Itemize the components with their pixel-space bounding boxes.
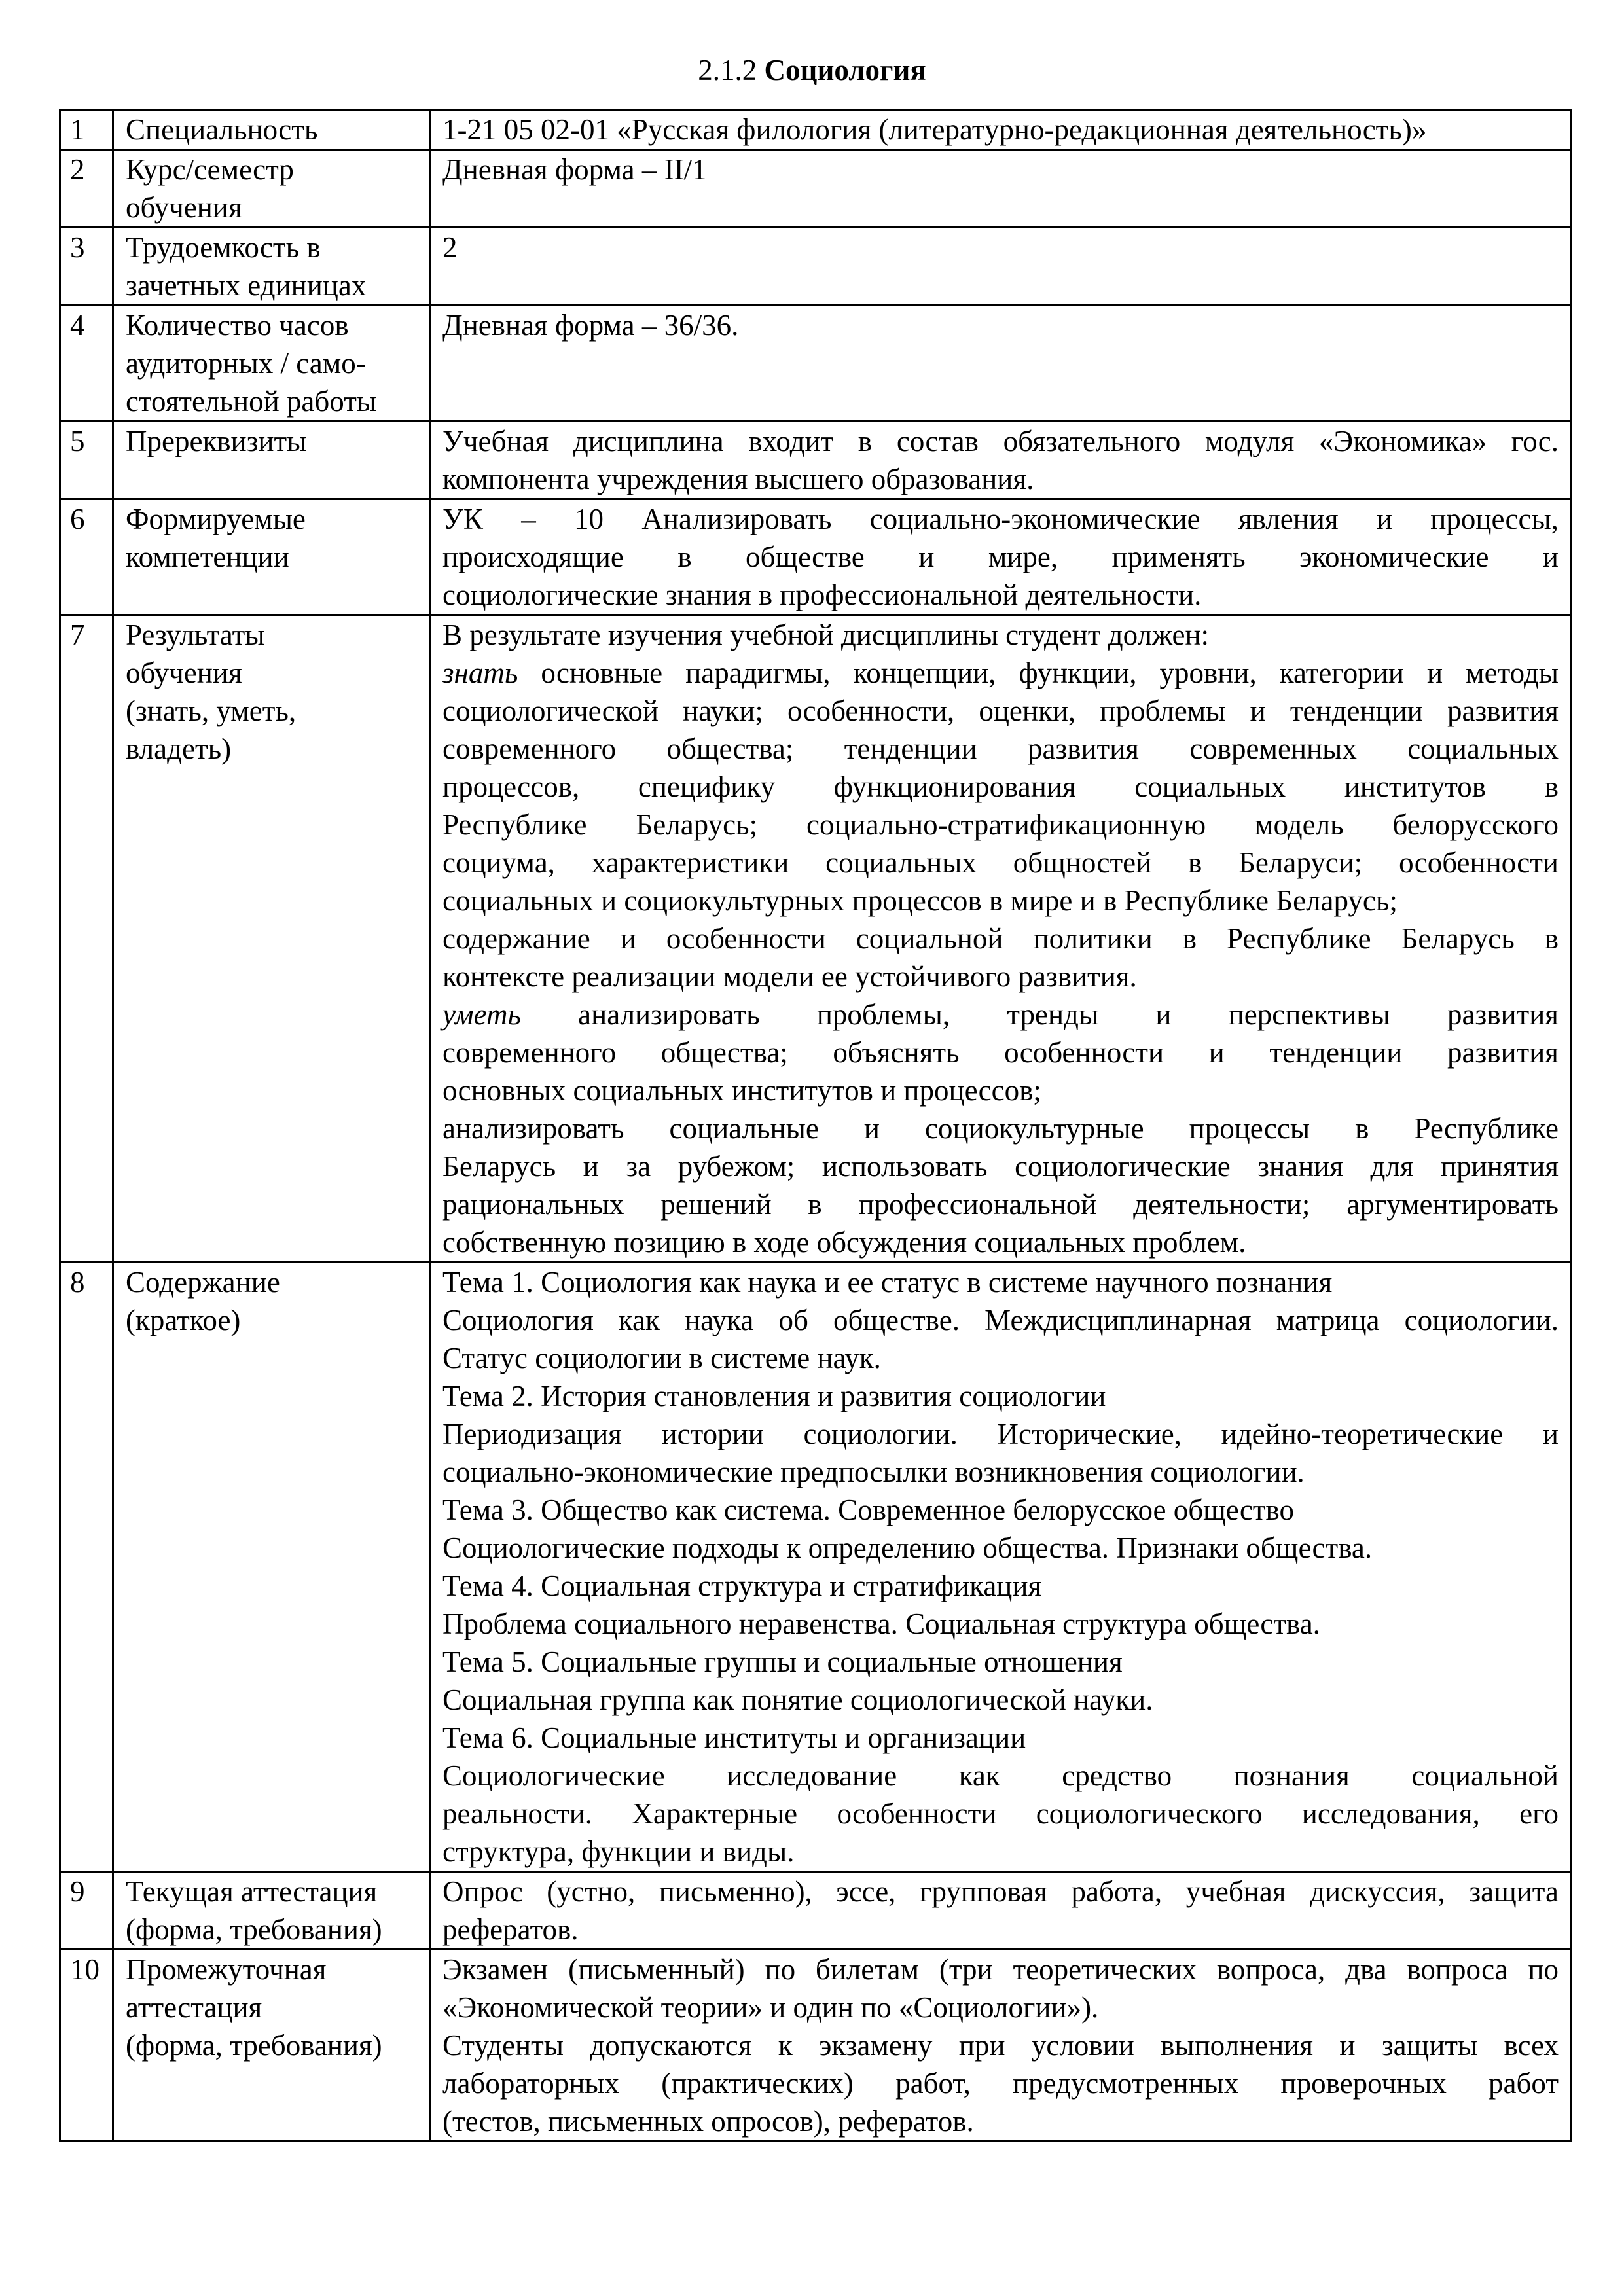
content-text: собственную позицию в ходе обсуждения социальных проблем.	[442, 1226, 1246, 1259]
title-text: Социология	[764, 54, 926, 86]
content-text: рефератов.	[442, 1913, 579, 1946]
content-text: содержание и особенности социальной политики в Республике Беларусь в	[442, 922, 1559, 955]
row-content	[430, 150, 1572, 228]
content-line	[442, 576, 1559, 614]
content-line	[442, 306, 1559, 344]
row-label-line: (форма, требования)	[126, 2029, 382, 2062]
row-label	[113, 1950, 430, 2142]
row-label	[113, 499, 430, 615]
content-line	[442, 1147, 1559, 1185]
content-text: Социальная группа как понятие социологической науки.	[442, 1683, 1153, 1716]
table-row	[60, 1872, 1572, 1950]
table-row	[60, 110, 1572, 150]
content-text: УК – 10 Анализировать социально-экономические явления и процессы,	[442, 503, 1559, 535]
content-line	[442, 1529, 1559, 1567]
content-text: «Экономической теории» и один по «Социологии»).	[442, 1991, 1099, 2024]
row-label-line: зачетных единицах	[126, 269, 367, 302]
content-line	[442, 1643, 1559, 1681]
content-line	[442, 1453, 1559, 1491]
row-content	[430, 228, 1572, 306]
row-label-line: Специальность	[126, 113, 318, 146]
row-label-line: стоятельной работы	[126, 385, 377, 418]
row-label-line: аттестация	[126, 1991, 262, 2024]
content-line	[442, 730, 1559, 768]
row-label-line: (форма, требования)	[126, 1913, 382, 1946]
emphasis-term: знать	[442, 656, 518, 689]
content-text: Социологические исследование как средство познания социальной	[442, 1759, 1559, 1792]
content-line	[442, 460, 1559, 498]
content-line	[442, 1910, 1559, 1948]
row-number: 8	[60, 1263, 113, 1872]
content-line	[442, 1109, 1559, 1147]
row-content	[430, 1872, 1572, 1950]
content-line	[442, 1681, 1559, 1719]
content-text: социально-экономические предпосылки возникновения социологии.	[442, 1456, 1305, 1488]
content-line	[442, 1491, 1559, 1529]
content-text: (тестов, письменных опросов), рефератов.	[442, 2105, 974, 2138]
row-label-line: компетенции	[126, 541, 289, 573]
row-label-line: владеть)	[126, 732, 232, 765]
content-text: Студенты допускаются к экзамену при условии выполнения и защиты всех	[442, 2029, 1559, 2062]
content-text: Беларусь и за рубежом; использовать социологические знания для принятия	[442, 1150, 1559, 1183]
row-label-line: Курс/семестр	[126, 153, 294, 186]
row-number: 3	[60, 228, 113, 306]
table-row	[60, 422, 1572, 499]
table-row	[60, 1263, 1572, 1872]
content-text: основные парадигмы, концепции, функции, уровни, категории и методы	[518, 656, 1559, 689]
content-text: Тема 1. Социология как наука и ее статус в системе научного познания	[442, 1266, 1333, 1299]
content-text: социологической науки; особенности, оценки, проблемы и тенденции развития	[442, 694, 1559, 727]
discipline-table	[59, 109, 1572, 2142]
content-line	[442, 500, 1559, 538]
content-text: социальных и социокультурных процессов в мире и в Республике Беларусь;	[442, 884, 1398, 917]
row-label	[113, 150, 430, 228]
row-content	[430, 615, 1572, 1263]
table-row	[60, 1950, 1572, 2142]
content-line	[442, 616, 1559, 654]
content-text: Проблема социального неравенства. Социальная структура общества.	[442, 1607, 1320, 1640]
content-line	[442, 1377, 1559, 1415]
content-line	[442, 844, 1559, 882]
content-line	[442, 996, 1559, 1033]
row-label	[113, 1263, 430, 1872]
content-line	[442, 1719, 1559, 1757]
row-number: 10	[60, 1950, 113, 2142]
row-number: 2	[60, 150, 113, 228]
content-text: лабораторных (практических) работ, предусмотренных проверочных работ	[442, 2067, 1559, 2100]
row-content	[430, 1263, 1572, 1872]
content-text: социологические знания в профессиональной деятельности.	[442, 579, 1202, 611]
row-label-line: Текущая аттестация	[126, 1875, 378, 1908]
content-text: Социология как наука об обществе. Междисциплинарная матрица социологии.	[442, 1304, 1559, 1336]
content-line	[442, 692, 1559, 730]
row-content	[430, 110, 1572, 150]
content-text: компонента учреждения высшего образования.	[442, 463, 1034, 495]
row-content	[430, 306, 1572, 422]
content-line	[442, 1873, 1559, 1910]
content-text: Республике Беларусь; социально-стратификационную модель белорусского	[442, 808, 1559, 841]
row-label	[113, 1872, 430, 1950]
content-line	[442, 1071, 1559, 1109]
row-number: 1	[60, 110, 113, 150]
row-label-line: Промежуточная	[126, 1953, 327, 1986]
content-text: Тема 6. Социальные институты и организации	[442, 1721, 1026, 1754]
row-label-line: обучения	[126, 191, 242, 224]
content-line	[442, 882, 1559, 920]
content-text: В результате изучения учебной дисциплины студент должен:	[442, 619, 1210, 651]
content-text: Учебная дисциплина входит в состав обязательного модуля «Экономика» гос.	[442, 425, 1559, 457]
content-text: процессов, специфику функционирования социальных институтов в	[442, 770, 1559, 803]
content-text: Дневная форма – II/1	[442, 153, 707, 186]
row-label	[113, 110, 430, 150]
content-text: происходящие в обществе и мире, применять экономические и	[442, 541, 1559, 573]
content-text: социума, характеристики социальных общностей в Беларуси; особенности	[442, 846, 1559, 879]
row-label	[113, 422, 430, 499]
table-row	[60, 228, 1572, 306]
content-line	[442, 806, 1559, 844]
table-row	[60, 615, 1572, 1263]
row-content	[430, 1950, 1572, 2142]
content-text: анализировать социальные и социокультурные процессы в Республике	[442, 1112, 1559, 1145]
content-line	[442, 1185, 1559, 1223]
content-line	[442, 1223, 1559, 1261]
content-text: контексте реализации модели ее устойчивого развития.	[442, 960, 1137, 993]
content-line	[442, 1605, 1559, 1643]
row-label-line: Формируемые	[126, 503, 306, 535]
content-text: реальности. Характерные особенности социологического исследования, его	[442, 1797, 1559, 1830]
content-line	[442, 958, 1559, 996]
content-line	[442, 538, 1559, 576]
content-line	[442, 1301, 1559, 1339]
row-number: 7	[60, 615, 113, 1263]
row-label	[113, 615, 430, 1263]
content-line	[442, 1988, 1559, 2026]
content-line	[442, 1567, 1559, 1605]
row-content	[430, 499, 1572, 615]
row-label-line: (знать, уметь,	[126, 694, 297, 727]
content-line	[442, 1950, 1559, 1988]
content-line	[442, 2026, 1559, 2064]
content-line	[442, 1795, 1559, 1833]
content-line	[442, 151, 1559, 188]
content-line	[442, 654, 1559, 692]
row-content	[430, 422, 1572, 499]
content-text: структура, функции и виды.	[442, 1835, 795, 1868]
row-label-line: Результаты	[126, 619, 265, 651]
content-text: основных социальных институтов и процессов;	[442, 1074, 1041, 1107]
content-text: анализировать проблемы, тренды и перспективы развития	[520, 998, 1559, 1031]
content-text: Тема 2. История становления и развития социологии	[442, 1380, 1106, 1412]
content-line	[442, 422, 1559, 460]
content-line	[442, 1757, 1559, 1795]
content-text: современного общества; тенденции развития современных социальных	[442, 732, 1559, 765]
content-text: Периодизация истории социологии. Исторические, идейно-теоретические и	[442, 1418, 1559, 1450]
content-text: 1-21 05 02-01 «Русская филология (литературно-редакционная деятельность)»	[442, 113, 1427, 146]
content-text: Тема 4. Социальная структура и стратификация	[442, 1570, 1042, 1602]
row-number: 6	[60, 499, 113, 615]
row-label-line: Пререквизиты	[126, 425, 307, 457]
title-number: 2.1.2	[698, 54, 757, 86]
content-line	[442, 1033, 1559, 1071]
content-text: современного общества; объяснять особенности и тенденции развития	[442, 1036, 1559, 1069]
content-text: Дневная форма – 36/36.	[442, 309, 739, 342]
content-text: Тема 5. Социальные группы и социальные отношения	[442, 1645, 1123, 1678]
content-text: Экзамен (письменный) по билетам (три теоретических вопроса, два вопроса по	[442, 1953, 1559, 1986]
row-label-line: (краткое)	[126, 1304, 241, 1336]
content-text: 2	[442, 231, 458, 264]
content-line	[442, 111, 1559, 149]
content-line	[442, 2064, 1559, 2102]
content-text: Социологические подходы к определению общества. Признаки общества.	[442, 1532, 1373, 1564]
row-number: 9	[60, 1872, 113, 1950]
row-label-line: Содержание	[126, 1266, 280, 1299]
row-label-line: Трудоемкость в	[126, 231, 321, 264]
content-line	[442, 1339, 1559, 1377]
content-line	[442, 920, 1559, 958]
document-title	[0, 51, 1624, 89]
content-text: Статус социологии в системе наук.	[442, 1342, 881, 1374]
row-label-line: аудиторных / само-	[126, 347, 366, 380]
table-row	[60, 150, 1572, 228]
content-line	[442, 1263, 1559, 1301]
content-text: рациональных решений в профессиональной деятельности; аргументировать	[442, 1188, 1559, 1221]
table-body	[60, 110, 1572, 2142]
row-number: 4	[60, 306, 113, 422]
row-label	[113, 228, 430, 306]
table-row	[60, 306, 1572, 422]
content-line	[442, 2102, 1559, 2140]
content-line	[442, 768, 1559, 806]
emphasis-term: уметь	[442, 998, 521, 1031]
row-number: 5	[60, 422, 113, 499]
content-line	[442, 228, 1559, 266]
row-label-line: обучения	[126, 656, 242, 689]
content-text: Тема 3. Общество как система. Современное белорусское общество	[442, 1494, 1294, 1526]
table-row	[60, 499, 1572, 615]
row-label	[113, 306, 430, 422]
content-line	[442, 1833, 1559, 1871]
row-label-line: Количество часов	[126, 309, 349, 342]
content-text: Опрос (устно, письменно), эссе, групповая работа, учебная дискуссия, защита	[442, 1875, 1559, 1908]
content-line	[442, 1415, 1559, 1453]
